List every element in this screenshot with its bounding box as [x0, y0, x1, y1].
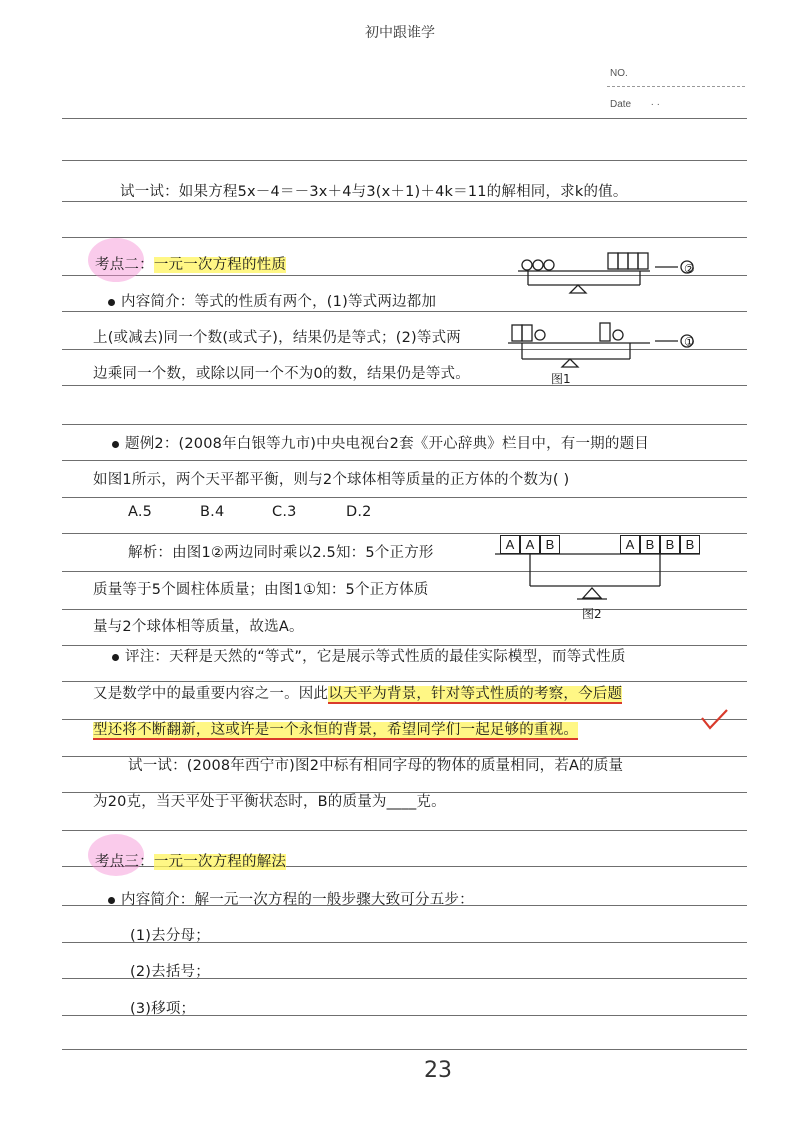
analysis-line3: 量与2个球体相等质量，故选A。 [93, 619, 304, 635]
intro3: 内容简介：解一元一次方程的一般步骤大致可分五步： [108, 888, 474, 909]
option-c: C.3 [272, 504, 297, 520]
fig2-label: 图2 [582, 607, 602, 621]
option-a: A.5 [128, 504, 153, 520]
figure1-balances [500, 245, 730, 395]
date-label: Date · · [610, 99, 661, 110]
box-a: A [620, 535, 640, 554]
no-divider [607, 86, 745, 87]
box-a: A [500, 535, 520, 554]
intro2-line3: 边乘同一个数，或除以同一个不为0的数，结果仍是等式。 [93, 366, 470, 382]
comment-line1: 评注：天秤是天然的“等式”，它是展示等式性质的最佳实际模型，而等式性质 [112, 645, 626, 666]
analysis-line2: 质量等于5个圆柱体质量；由图1①知：5个正方体质 [93, 582, 429, 598]
try-it-2-line2: 为20克，当天平处于平衡状态时，B的质量为____克。 [93, 794, 446, 810]
section3-heading: 考点三：一元一次方程的解法 [95, 854, 287, 870]
fig1-mark-bottom: ① [684, 335, 695, 349]
intro2-line2: 上(或减去)同一个数(或式子)，结果仍是等式；(2)等式两 [93, 330, 461, 346]
fig2-right-pan [620, 535, 700, 554]
step-3: (3)移项； [130, 1001, 196, 1017]
option-b: B.4 [200, 504, 225, 520]
fig1-mark-top: ② [684, 262, 695, 276]
section2-heading: 考点二：一元一次方程的性质 [95, 257, 287, 273]
step-2: (2)去括号； [130, 964, 210, 980]
checkmark-icon [700, 708, 730, 732]
figure2-balance [495, 553, 705, 603]
box-b: B [660, 535, 680, 554]
page-number: 23 [424, 1058, 452, 1083]
bullet-icon [108, 897, 115, 904]
comment-line3: 型还将不断翻新，这或许是一个永恒的背景，希望同学们一起足够的重视。 [93, 722, 579, 738]
box-a: A [520, 535, 540, 554]
example2-line2: 如图1所示，两个天平都平衡，则与2个球体相等质量的正方体的个数为( ) [93, 472, 570, 488]
box-b: B [680, 535, 700, 554]
document-header: 初中跟谁学 [365, 25, 435, 41]
bullet-icon [112, 441, 119, 448]
step-1: (1)去分母； [130, 928, 210, 944]
no-label: NO. [610, 68, 628, 79]
bullet-icon [108, 299, 115, 306]
fig2-left-pan [500, 535, 560, 554]
fig1-label: 图1 [551, 372, 571, 386]
try-it-1: 试一试：如果方程5x－4＝－3x＋4与3(x＋1)＋4k＝11的解相同，求k的值。 [120, 184, 628, 200]
balance-scale-top [518, 253, 693, 293]
try-it-2-line1: 试一试：(2008年西宁市)图2中标有相同字母的物体的质量相同，若A的质量 [128, 758, 624, 774]
balance-scale-bottom [508, 323, 693, 367]
intro2-line1: 内容简介：等式的性质有两个，(1)等式两边都加 [108, 290, 436, 311]
comment-line2: 又是数学中的最重要内容之一。因此以天平为背景，针对等式性质的考察，今后题 [93, 686, 623, 702]
analysis-line1: 解析：由图1②两边同时乘以2.5知：5个正方形 [128, 545, 434, 561]
example2-line1: 题例2：(2008年白银等九市)中央电视台2套《开心辞典》栏目中，有一期的题目 [112, 432, 649, 453]
bullet-icon [112, 654, 119, 661]
box-b: B [540, 535, 560, 554]
box-b: B [640, 535, 660, 554]
option-d: D.2 [346, 504, 372, 520]
